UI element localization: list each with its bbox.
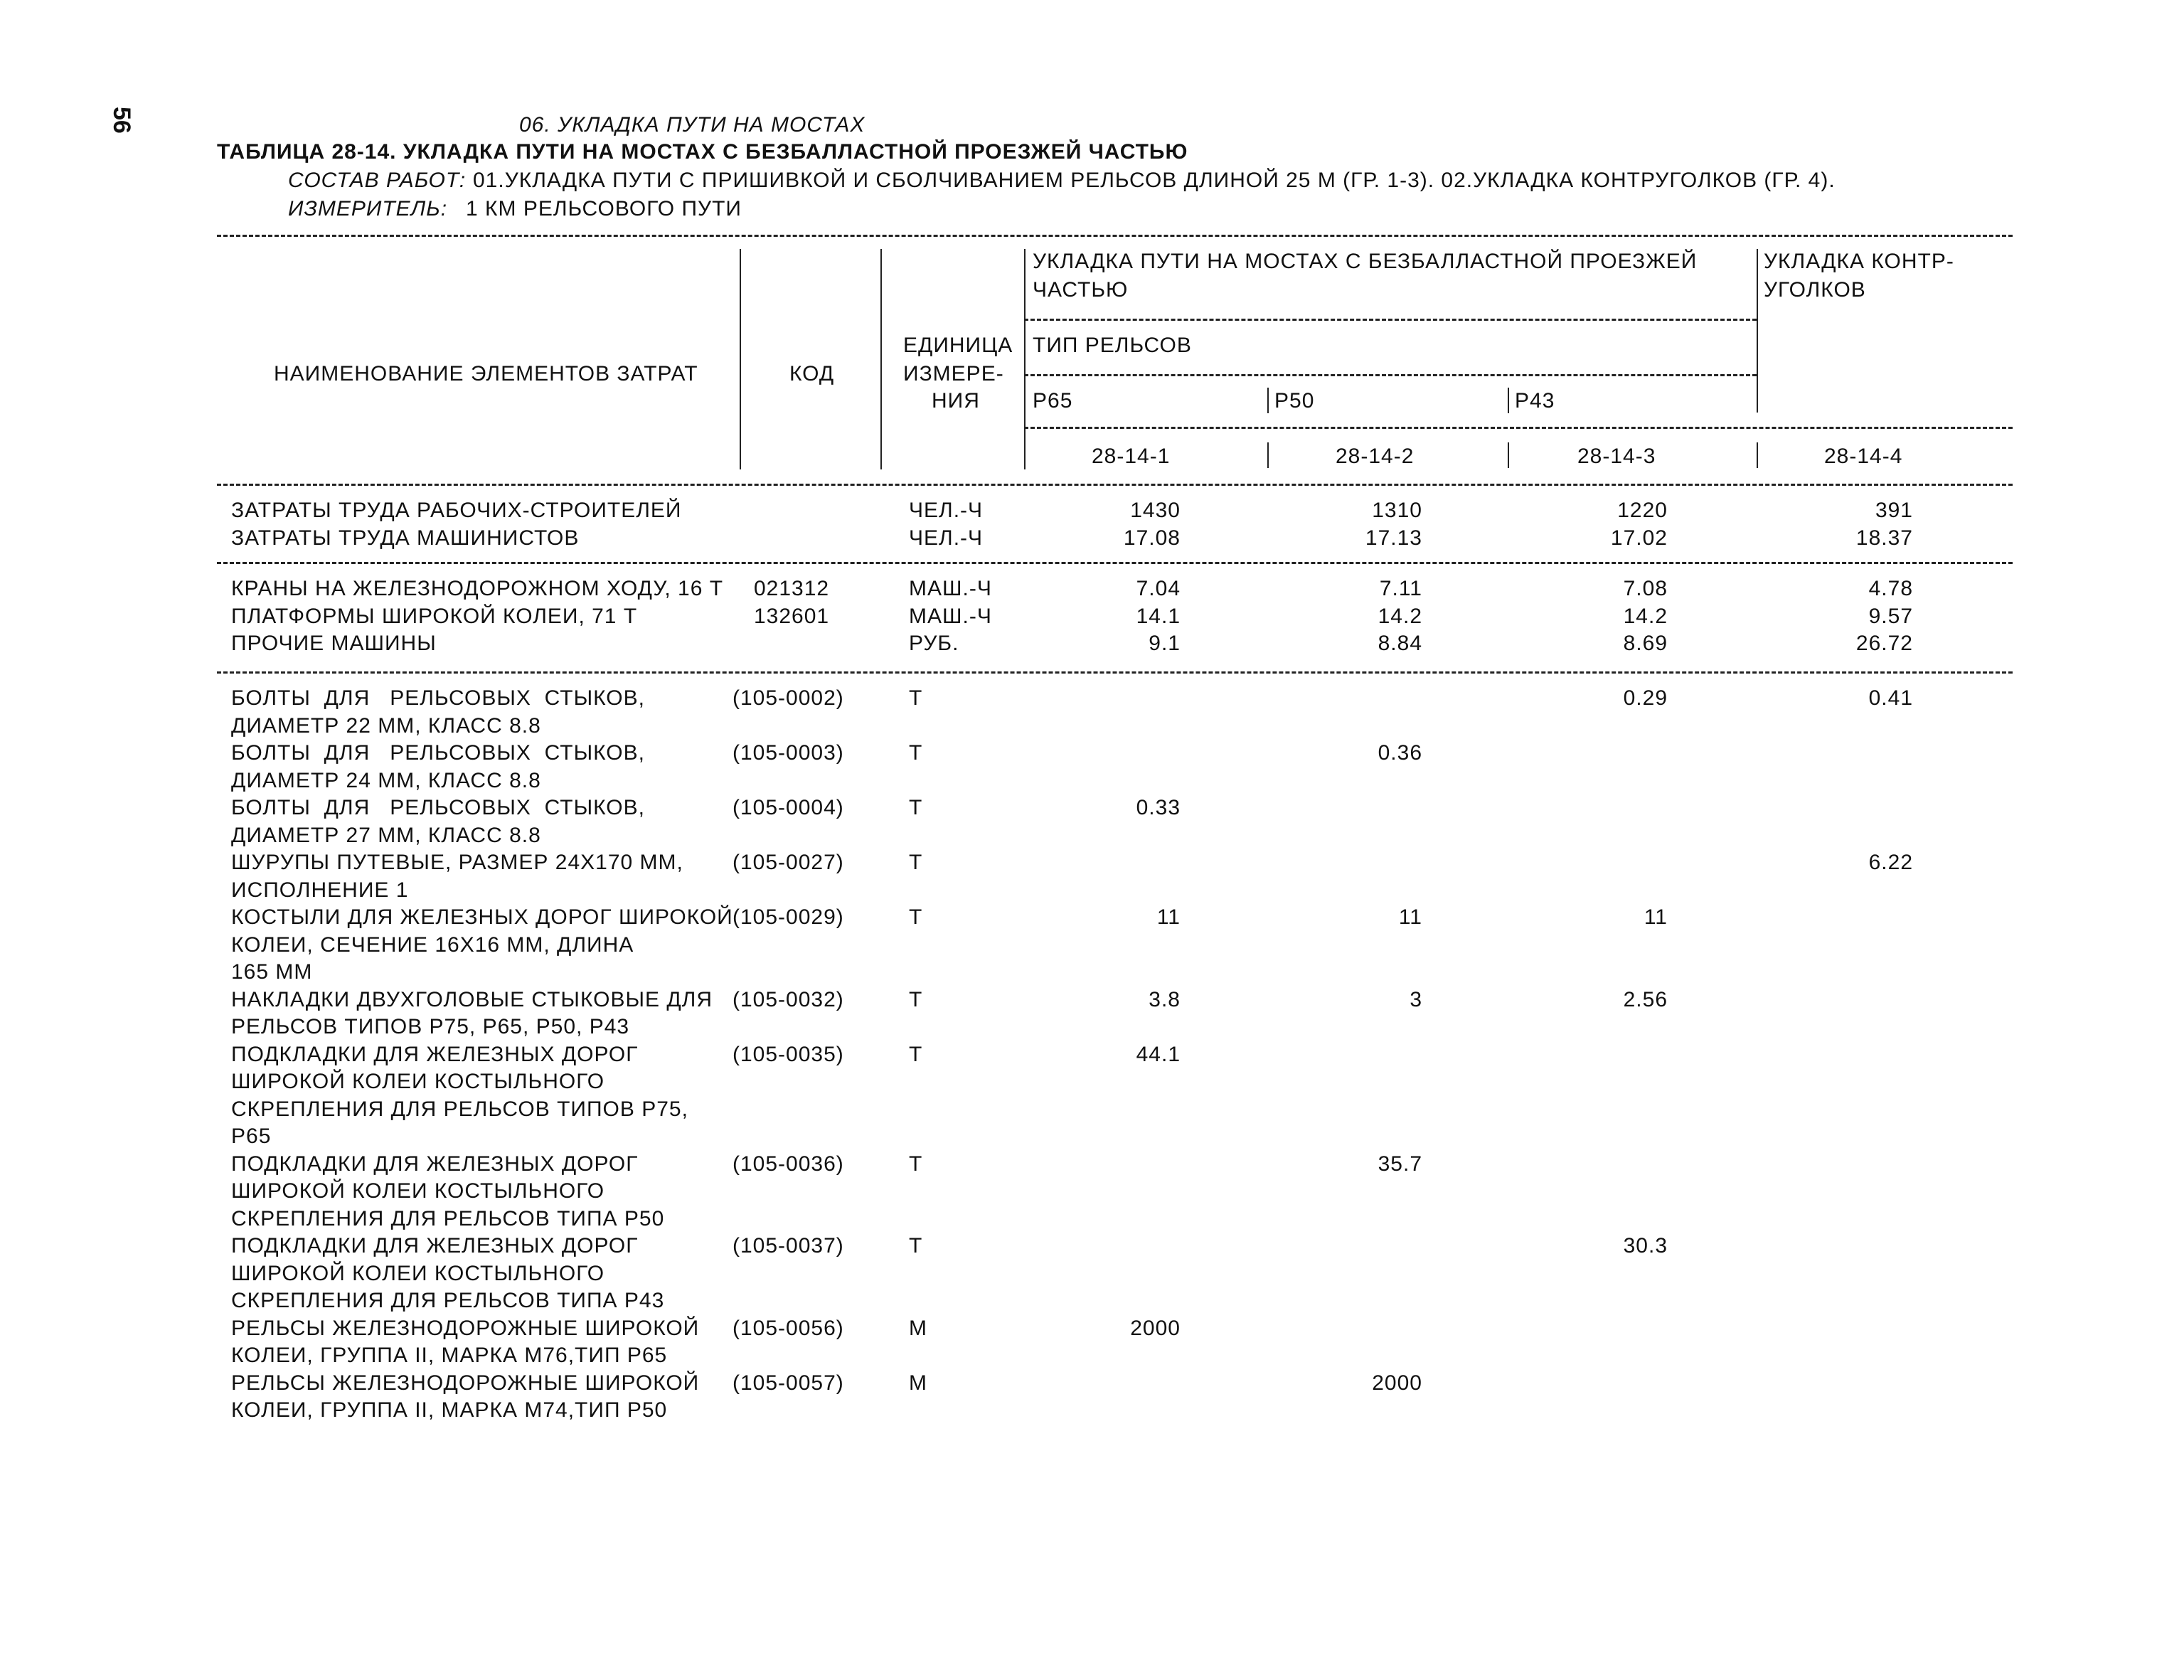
row-code: 021312 bbox=[754, 577, 830, 600]
row-name-line: ДИАМЕТР 22 ММ, КЛАСС 8.8 bbox=[231, 713, 541, 738]
row-name-line: ШИРОКОЙ КОЛЕИ КОСТЫЛЬНОГО bbox=[231, 1261, 605, 1285]
row-code: (105-0032) bbox=[733, 987, 844, 1011]
row-name-line: ДИАМЕТР 27 ММ, КЛАСС 8.8 bbox=[231, 823, 541, 847]
row-name-line: КОСТЫЛИ ДЛЯ ЖЕЛЕЗНЫХ ДОРОГ ШИРОКОЙ bbox=[231, 905, 733, 929]
row-name-line: Р65 bbox=[231, 1125, 272, 1148]
row-name-line: ШИРОКОЙ КОЛЕИ КОСТЫЛЬНОГО bbox=[231, 1070, 605, 1093]
row-value: 0.41 bbox=[1868, 686, 1913, 710]
row-unit: МАШ.-Ч bbox=[909, 604, 992, 628]
vsep-name bbox=[740, 249, 741, 469]
row-name-line: БОЛТЫ ДЛЯ РЕЛЬСОВЫХ СТЫКОВ, bbox=[231, 741, 645, 765]
row-code: (105-0057) bbox=[733, 1371, 844, 1395]
row-unit: ЧЕЛ.-Ч bbox=[909, 526, 984, 550]
row-unit: Т bbox=[909, 741, 923, 765]
row-name: ПРОЧИЕ МАШИНЫ bbox=[231, 632, 437, 655]
col-header-unit-3: НИЯ bbox=[932, 389, 980, 413]
rail-p65-header: Р65 bbox=[1033, 389, 1073, 413]
norm-code-2: 28-14-2 bbox=[1336, 445, 1415, 468]
row-value: 26.72 bbox=[1855, 632, 1913, 655]
row-name-line: РЕЛЬСОВ ТИПОВ Р75, Р65, Р50, Р43 bbox=[231, 1015, 630, 1038]
group-header-main-2: ЧАСТЬЮ bbox=[1033, 278, 1129, 302]
row-name-line: ШУРУПЫ ПУТЕВЫЕ, РАЗМЕР 24Х170 ММ, bbox=[231, 851, 683, 874]
row-unit: Т bbox=[909, 1234, 923, 1258]
rule-top bbox=[217, 235, 2013, 237]
row-name-line: КОЛЕИ, ГРУППА II, МАРКА М76,ТИП Р65 bbox=[231, 1344, 668, 1367]
row-value: 17.13 bbox=[1365, 526, 1422, 550]
row-value: 14.2 bbox=[1378, 604, 1422, 628]
row-value: 2000 bbox=[1130, 1316, 1181, 1340]
row-value: 2.56 bbox=[1623, 987, 1668, 1011]
row-unit: Т bbox=[909, 796, 923, 819]
row-value: 7.11 bbox=[1379, 577, 1422, 600]
rail-type-header: ТИП РЕЛЬСОВ bbox=[1033, 334, 1192, 357]
norm-code-3: 28-14-3 bbox=[1577, 445, 1656, 468]
row-name-line: БОЛТЫ ДЛЯ РЕЛЬСОВЫХ СТЫКОВ, bbox=[231, 796, 645, 819]
rule-header-3 bbox=[1024, 427, 2013, 429]
row-name-line: ДИАМЕТР 24 ММ, КЛАСС 8.8 bbox=[231, 768, 541, 792]
row-value: 8.84 bbox=[1378, 632, 1422, 655]
row-value: 11 bbox=[1156, 905, 1181, 929]
rule-after-labor bbox=[217, 562, 2013, 564]
vsep-code bbox=[880, 249, 882, 469]
rule-header-2 bbox=[1024, 374, 1757, 376]
row-value: 0.33 bbox=[1136, 796, 1181, 819]
row-code: (105-0004) bbox=[733, 796, 844, 819]
row-value: 2000 bbox=[1372, 1371, 1422, 1395]
row-unit: Т bbox=[909, 905, 923, 929]
vsep-code4 bbox=[1757, 442, 1758, 468]
row-name-line: СКРЕПЛЕНИЯ ДЛЯ РЕЛЬСОВ ТИПОВ Р75, bbox=[231, 1097, 688, 1121]
row-value: 3 bbox=[1410, 987, 1422, 1011]
rule-after-machines bbox=[217, 671, 2013, 674]
row-unit: Т bbox=[909, 851, 923, 874]
row-name-line: КОЛЕИ, СЕЧЕНИЕ 16Х16 ММ, ДЛИНА bbox=[231, 932, 634, 957]
vsep-code2 bbox=[1267, 442, 1269, 468]
row-name: ЗАТРАТЫ ТРУДА МАШИНИСТОВ bbox=[231, 526, 580, 550]
row-name: ПЛАТФОРМЫ ШИРОКОЙ КОЛЕИ, 71 Т bbox=[231, 604, 638, 628]
row-value: 44.1 bbox=[1136, 1042, 1181, 1066]
row-value: 391 bbox=[1875, 499, 1913, 522]
row-name-line: РЕЛЬСЫ ЖЕЛЕЗНОДОРОЖНЫЕ ШИРОКОЙ bbox=[231, 1371, 700, 1395]
row-unit: РУБ. bbox=[909, 632, 959, 655]
col-header-unit-1: ЕДИНИЦА bbox=[903, 334, 1013, 357]
row-value: 18.37 bbox=[1855, 526, 1913, 550]
row-value: 1310 bbox=[1372, 499, 1422, 522]
section-title: 06. УКЛАДКА ПУТИ НА МОСТАХ bbox=[519, 113, 865, 137]
group-header-contr-1: УКЛАДКА КОНТР- bbox=[1764, 250, 1954, 273]
row-name-line: СКРЕПЛЕНИЯ ДЛЯ РЕЛЬСОВ ТИПА Р43 bbox=[231, 1289, 665, 1312]
row-name-line: БОЛТЫ ДЛЯ РЕЛЬСОВЫХ СТЫКОВ, bbox=[231, 686, 645, 710]
row-value: 6.22 bbox=[1868, 851, 1913, 874]
group-header-main-1: УКЛАДКА ПУТИ НА МОСТАХ С БЕЗБАЛЛАСТНОЙ ПРОЕЗЖЕЙ bbox=[1033, 250, 1698, 273]
row-value: 0.29 bbox=[1623, 686, 1668, 710]
row-code: (105-0037) bbox=[733, 1234, 844, 1258]
row-value: 0.36 bbox=[1378, 741, 1422, 765]
row-code: (105-0035) bbox=[733, 1042, 844, 1066]
row-name-line: ПОДКЛАДКИ ДЛЯ ЖЕЛЕЗНЫХ ДОРОГ bbox=[231, 1152, 639, 1176]
row-unit: Т bbox=[909, 686, 923, 710]
group-header-contr-2: УГОЛКОВ bbox=[1764, 278, 1866, 302]
rule-header-1 bbox=[1024, 319, 1757, 321]
row-unit: М bbox=[909, 1371, 927, 1395]
row-value: 11 bbox=[1398, 905, 1422, 929]
rail-p43-header: Р43 bbox=[1515, 389, 1555, 413]
composition-text: 01.УКЛАДКА ПУТИ С ПРИШИВКОЙ И СБОЛЧИВАНИЕМ РЕЛЬСОВ ДЛИНОЙ 25 М (ГР. 1-3). 02.УКЛАДКА КОНТРУГОЛКОВ (ГР. 4). bbox=[473, 169, 1836, 192]
row-value: 9.57 bbox=[1868, 604, 1913, 628]
row-name-line: РЕЛЬСЫ ЖЕЛЕЗНОДОРОЖНЫЕ ШИРОКОЙ bbox=[231, 1316, 700, 1340]
composition-label: СОСТАВ РАБОТ: bbox=[288, 169, 467, 192]
vsep-unit bbox=[1024, 249, 1026, 469]
row-name-line: СКРЕПЛЕНИЯ ДЛЯ РЕЛЬСОВ ТИПА Р50 bbox=[231, 1206, 665, 1230]
row-value: 14.2 bbox=[1623, 604, 1668, 628]
row-name-line: КОЛЕИ, ГРУППА II, МАРКА М74,ТИП Р50 bbox=[231, 1398, 668, 1422]
vsep-group bbox=[1757, 249, 1758, 413]
row-code: (105-0002) bbox=[733, 686, 844, 710]
vsep-code3 bbox=[1508, 442, 1509, 468]
row-code: (105-0029) bbox=[733, 905, 844, 929]
row-code: (105-0056) bbox=[733, 1316, 844, 1340]
row-code: (105-0003) bbox=[733, 741, 844, 765]
measure-text: 1 КМ РЕЛЬСОВОГО ПУТИ bbox=[466, 197, 742, 220]
vsep-p43 bbox=[1508, 388, 1509, 413]
row-name-line: ПОДКЛАДКИ ДЛЯ ЖЕЛЕЗНЫХ ДОРОГ bbox=[231, 1042, 639, 1066]
row-value: 3.8 bbox=[1149, 987, 1181, 1011]
row-unit: МАШ.-Ч bbox=[909, 577, 992, 600]
vsep-p50 bbox=[1267, 388, 1269, 413]
row-value: 17.02 bbox=[1610, 526, 1668, 550]
row-unit: Т bbox=[909, 1152, 923, 1176]
row-name-line: 165 ММ bbox=[231, 960, 313, 984]
row-value: 8.69 bbox=[1623, 632, 1668, 655]
rule-header-bottom bbox=[217, 484, 2013, 486]
col-header-name: НАИМЕНОВАНИЕ ЭЛЕМЕНТОВ ЗАТРАТ bbox=[274, 362, 698, 386]
row-value: 14.1 bbox=[1136, 604, 1181, 628]
row-value: 1220 bbox=[1617, 499, 1668, 522]
table-title: ТАБЛИЦА 28-14. УКЛАДКА ПУТИ НА МОСТАХ С БЕЗБАЛЛАСТНОЙ ПРОЕЗЖЕЙ ЧАСТЬЮ bbox=[217, 140, 1188, 164]
row-unit: ЧЕЛ.-Ч bbox=[909, 499, 984, 522]
row-name-line: ИСПОЛНЕНИЕ 1 bbox=[231, 878, 409, 902]
measure-label: ИЗМЕРИТЕЛЬ: bbox=[288, 197, 448, 220]
row-value: 9.1 bbox=[1149, 632, 1181, 655]
row-value: 1430 bbox=[1130, 499, 1181, 522]
norm-code-4: 28-14-4 bbox=[1824, 445, 1903, 468]
row-value: 7.04 bbox=[1136, 577, 1181, 600]
row-value: 7.08 bbox=[1623, 577, 1668, 600]
row-unit: Т bbox=[909, 1042, 923, 1066]
row-code: 132601 bbox=[754, 604, 830, 628]
row-unit: Т bbox=[909, 987, 923, 1011]
row-value: 35.7 bbox=[1378, 1152, 1422, 1176]
row-unit: М bbox=[909, 1316, 927, 1340]
col-header-code: КОД bbox=[789, 362, 835, 386]
row-code: (105-0036) bbox=[733, 1152, 844, 1176]
row-code: (105-0027) bbox=[733, 851, 844, 874]
row-name: ЗАТРАТЫ ТРУДА РАБОЧИХ-СТРОИТЕЛЕЙ bbox=[231, 499, 682, 522]
col-header-unit-2: ИЗМЕРЕ- bbox=[903, 362, 1004, 386]
row-value: 30.3 bbox=[1623, 1234, 1668, 1258]
row-value: 4.78 bbox=[1868, 577, 1913, 600]
row-name: КРАНЫ НА ЖЕЛЕЗНОДОРОЖНОМ ХОДУ, 16 Т bbox=[231, 577, 724, 600]
norm-code-1: 28-14-1 bbox=[1092, 445, 1171, 468]
row-name-line: ПОДКЛАДКИ ДЛЯ ЖЕЛЕЗНЫХ ДОРОГ bbox=[231, 1234, 639, 1258]
rail-p50-header: Р50 bbox=[1274, 389, 1315, 413]
row-value: 11 bbox=[1644, 905, 1668, 929]
page-number: 56 bbox=[108, 107, 135, 134]
row-name-line: НАКЛАДКИ ДВУХГОЛОВЫЕ СТЫКОВЫЕ ДЛЯ bbox=[231, 987, 713, 1011]
row-name-line: ШИРОКОЙ КОЛЕИ КОСТЫЛЬНОГО bbox=[231, 1179, 605, 1203]
row-value: 17.08 bbox=[1123, 526, 1181, 550]
